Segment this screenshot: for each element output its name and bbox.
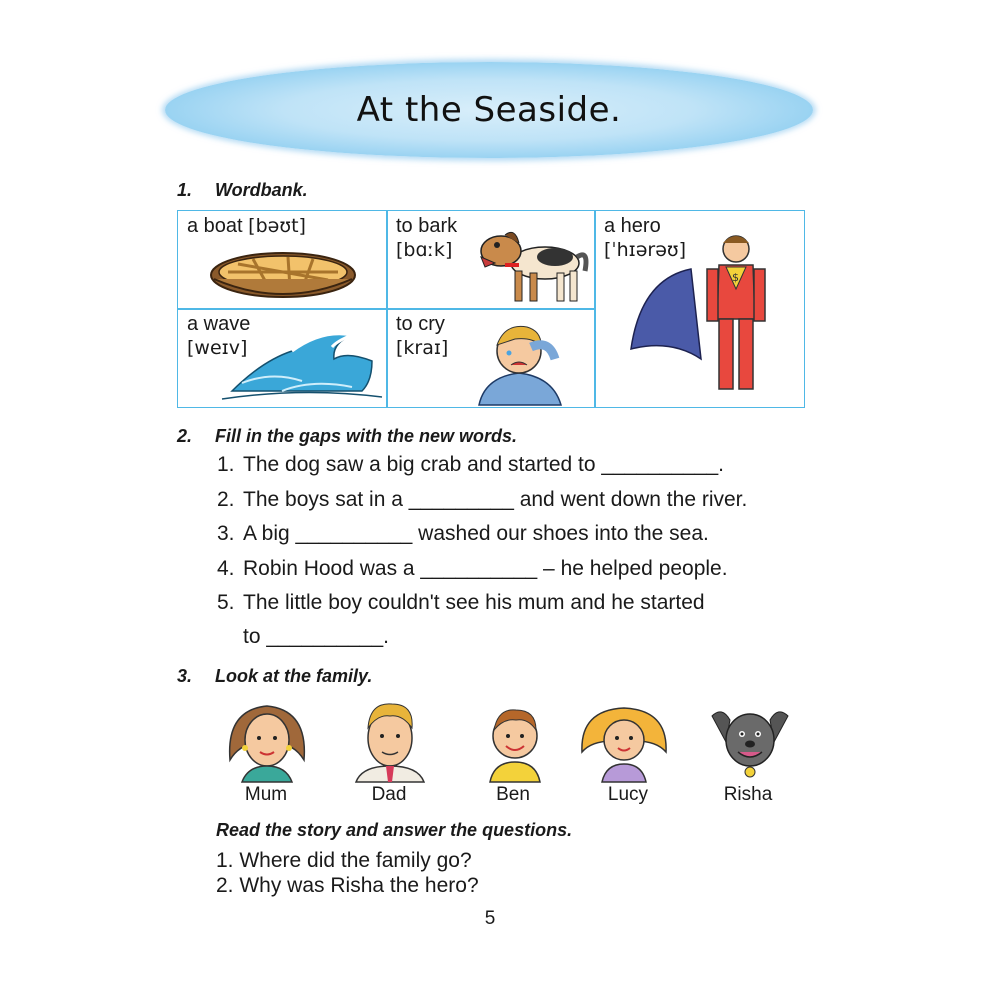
gap-sentence: 1. The dog saw a big crab and started to __________. <box>217 453 725 476</box>
wordbank-word: to cry [kraɪ] <box>396 313 449 359</box>
question-2: 2. Why was Risha the hero? <box>216 874 479 897</box>
section-2-number: 2. <box>177 426 193 446</box>
boat-illustration <box>208 249 358 305</box>
page-number: 5 <box>484 908 496 929</box>
wordbank-cell-wave <box>178 309 386 407</box>
gap-sentence-continuation: to __________. <box>243 625 389 648</box>
mum-portrait <box>222 700 312 782</box>
hero-illustration <box>631 229 781 401</box>
wordbank-word: a wave [weɪv] <box>187 313 251 359</box>
wordbank-word: a hero [ˈhɪərəʊ] <box>604 215 687 261</box>
section-1-heading <box>177 180 308 201</box>
wordbank-table <box>177 210 805 408</box>
wordbank-cell-cry <box>387 309 594 407</box>
gap-sentence: 5. The little boy couldn't see his mum and he started <box>217 591 705 614</box>
section-3-number: 3. <box>177 666 193 686</box>
gap-sentence: 4. Robin Hood was a __________ – he helped people. <box>217 557 728 580</box>
family-name-risha: Risha <box>723 784 773 805</box>
section-3-title: Look at the family. <box>215 666 373 686</box>
wordbank-cell-bark <box>387 211 594 308</box>
section-2-heading <box>177 426 517 447</box>
question-1: 1. Where did the family go? <box>216 849 472 872</box>
family-name-dad: Dad <box>371 784 407 805</box>
section-1-number: 1. <box>177 180 193 200</box>
section-1-title: Wordbank. <box>215 180 308 200</box>
page-title: At the Seaside. <box>356 90 622 130</box>
family-name-ben: Ben <box>496 784 530 805</box>
dog-illustration <box>475 221 590 306</box>
section-2-title: Fill in the gaps with the new words. <box>215 426 518 446</box>
dad-portrait <box>350 696 430 782</box>
wordbank-word: to bark [bɑːk] <box>396 215 458 261</box>
story-instruction: Read the story and answer the questions. <box>216 820 573 840</box>
wave-illustration <box>222 321 382 403</box>
family-name-lucy: Lucy <box>607 784 649 805</box>
gap-sentence: 2. The boys sat in a _________ and went down the river. <box>217 488 748 511</box>
gap-sentence: 3. A big __________ washed our shoes into the sea. <box>217 522 709 545</box>
risha-portrait <box>706 706 794 782</box>
section-3-heading <box>177 666 372 687</box>
crying-boy-illustration <box>475 319 565 405</box>
ben-portrait <box>484 700 546 782</box>
lucy-portrait <box>578 704 670 782</box>
wordbank-cell-boat <box>178 211 386 308</box>
wordbank-cell-hero <box>595 211 804 407</box>
svg-text:$: $ <box>732 271 739 284</box>
family-name-mum: Mum <box>244 784 288 805</box>
wordbank-word: a boat [bəʊt] <box>187 215 306 237</box>
